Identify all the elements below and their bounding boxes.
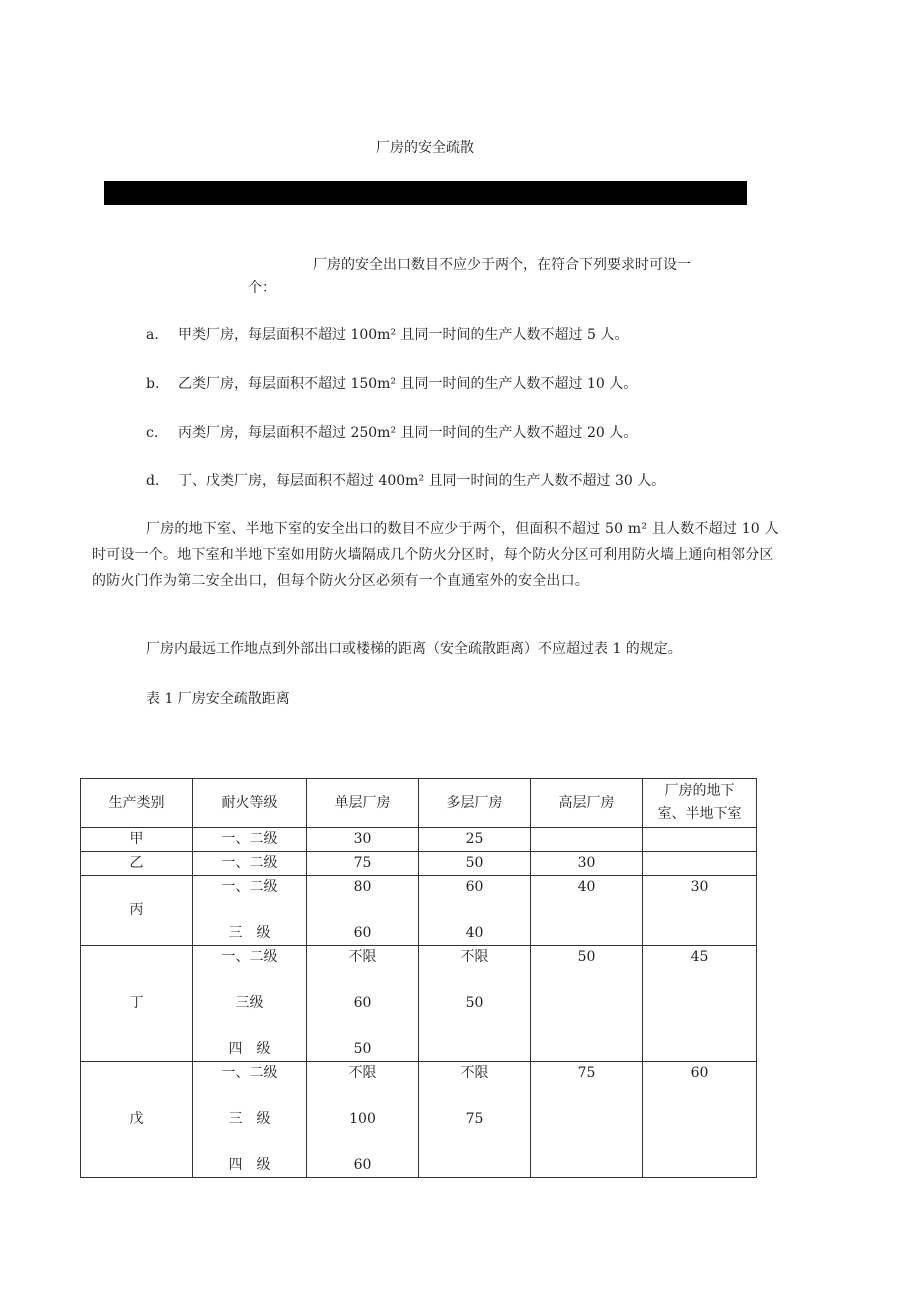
header-multi-storey: 多层厂房 <box>419 779 531 828</box>
header-single-storey: 单层厂房 <box>307 779 419 828</box>
cell-high: 30 <box>531 852 643 876</box>
list-item-text: 乙类厂房，每层面积不超过 150m² 且同一时间的生产人数不超过 10 人。 <box>178 376 638 392</box>
header-basement <box>643 779 757 828</box>
table-header-row <box>81 779 757 828</box>
grade-line: 三级 <box>235 995 264 1011</box>
cell-high: 50 <box>531 946 643 1062</box>
cell-category: 丙 <box>81 876 193 946</box>
cell-grade <box>193 946 307 1062</box>
cell-basement <box>643 852 757 876</box>
list-item <box>146 322 628 348</box>
cell-category: 戊 <box>81 1062 193 1178</box>
cell-basement <box>643 828 757 852</box>
table-row <box>81 852 757 876</box>
cell-multi: 50 <box>419 852 531 876</box>
cell-high: 40 <box>531 876 643 946</box>
cell-grade <box>193 876 307 946</box>
cell-single <box>307 876 419 946</box>
basement-exit-paragraph: 厂房的地下室、半地下室的安全出口的数目不应少于两个，但面积不超过 50 m² 且人数不超过 10 人时可设一个。地下室和半地下室如用防火墙隔成几个防火分区时，每个防火分区可利用防火墙上通向相邻分区的防火门作为第二安全出口，但每个防火分区必须有一个直通室外的安全出口。 <box>92 521 779 589</box>
value-line: 不限 <box>460 1065 489 1081</box>
grade-line: 三 级 <box>228 925 271 941</box>
list-item <box>146 420 637 446</box>
cell-basement: 45 <box>643 946 757 1062</box>
intro-line-1: 厂房的安全出口数目不应少于两个，在符合下列要求时可设一 <box>313 257 691 273</box>
list-item-label: b. <box>146 376 160 392</box>
cell-high: 75 <box>531 1062 643 1178</box>
grade-line: 一、二级 <box>221 949 278 965</box>
value-line: 75 <box>465 1111 484 1127</box>
table-row <box>81 946 757 1062</box>
list-item-label: a. <box>146 327 159 343</box>
header-fire-grade: 耐火等级 <box>193 779 307 828</box>
value-line: 60 <box>353 925 372 941</box>
value-line: 40 <box>465 925 484 941</box>
cell-category: 丁 <box>81 946 193 1062</box>
value-line: 50 <box>353 1041 372 1057</box>
redaction-bar <box>104 181 747 205</box>
value-line: 100 <box>349 1111 376 1127</box>
distance-note: 厂房内最远工作地点到外部出口或楼梯的距离（安全疏散距离）不应超过表 1 的规定。 <box>146 641 682 657</box>
grade-line: 三 级 <box>228 1111 271 1127</box>
cell-basement: 60 <box>643 1062 757 1178</box>
grade-line: 四 级 <box>228 1157 271 1173</box>
value-line: 50 <box>465 995 484 1011</box>
list-item <box>146 371 637 397</box>
list-item-text: 甲类厂房，每层面积不超过 100m² 且同一时间的生产人数不超过 5 人。 <box>178 327 629 343</box>
evacuation-distance-table <box>80 778 757 1178</box>
value-line: 不限 <box>460 949 489 965</box>
table-row <box>81 1062 757 1178</box>
cell-grade: 一、二级 <box>193 828 307 852</box>
value-line: 60 <box>353 995 372 1011</box>
cell-multi <box>419 946 531 1062</box>
value-line: 80 <box>353 879 372 895</box>
header-basement-line-1: 厂房的地下 <box>664 783 735 799</box>
cell-multi <box>419 1062 531 1178</box>
cell-grade <box>193 1062 307 1178</box>
cell-single <box>307 946 419 1062</box>
list-item-label: c. <box>146 425 159 441</box>
value-line: 不限 <box>348 1065 377 1081</box>
value-line: 60 <box>353 1157 372 1173</box>
cell-single: 75 <box>307 852 419 876</box>
list-item <box>146 468 665 494</box>
header-high-rise: 高层厂房 <box>531 779 643 828</box>
grade-line: 四 级 <box>228 1041 271 1057</box>
cell-single <box>307 1062 419 1178</box>
cell-high <box>531 828 643 852</box>
list-item-text: 丁、戊类厂房，每层面积不超过 400m² 且同一时间的生产人数不超过 30 人。 <box>178 473 666 489</box>
cell-grade: 一、二级 <box>193 852 307 876</box>
table-row <box>81 876 757 946</box>
list-item-label: d. <box>146 473 160 489</box>
cell-category: 甲 <box>81 828 193 852</box>
table-caption: 表 1 厂房安全疏散距离 <box>146 691 290 707</box>
grade-line: 一、二级 <box>221 1065 278 1081</box>
grade-line: 一、二级 <box>221 879 278 895</box>
header-basement-line-2: 室、半地下室 <box>657 806 742 822</box>
cell-category: 乙 <box>81 852 193 876</box>
cell-multi <box>419 876 531 946</box>
cell-single: 30 <box>307 828 419 852</box>
cell-multi: 25 <box>419 828 531 852</box>
value-line: 60 <box>465 879 484 895</box>
header-category: 生产类别 <box>81 779 193 828</box>
list-item-text: 丙类厂房，每层面积不超过 250m² 且同一时间的生产人数不超过 20 人。 <box>178 425 638 441</box>
table-row <box>81 828 757 852</box>
page-title: 厂房的安全疏散 <box>376 140 474 156</box>
cell-basement: 30 <box>643 876 757 946</box>
value-line: 不限 <box>348 949 377 965</box>
intro-line-2: 个： <box>248 280 276 296</box>
